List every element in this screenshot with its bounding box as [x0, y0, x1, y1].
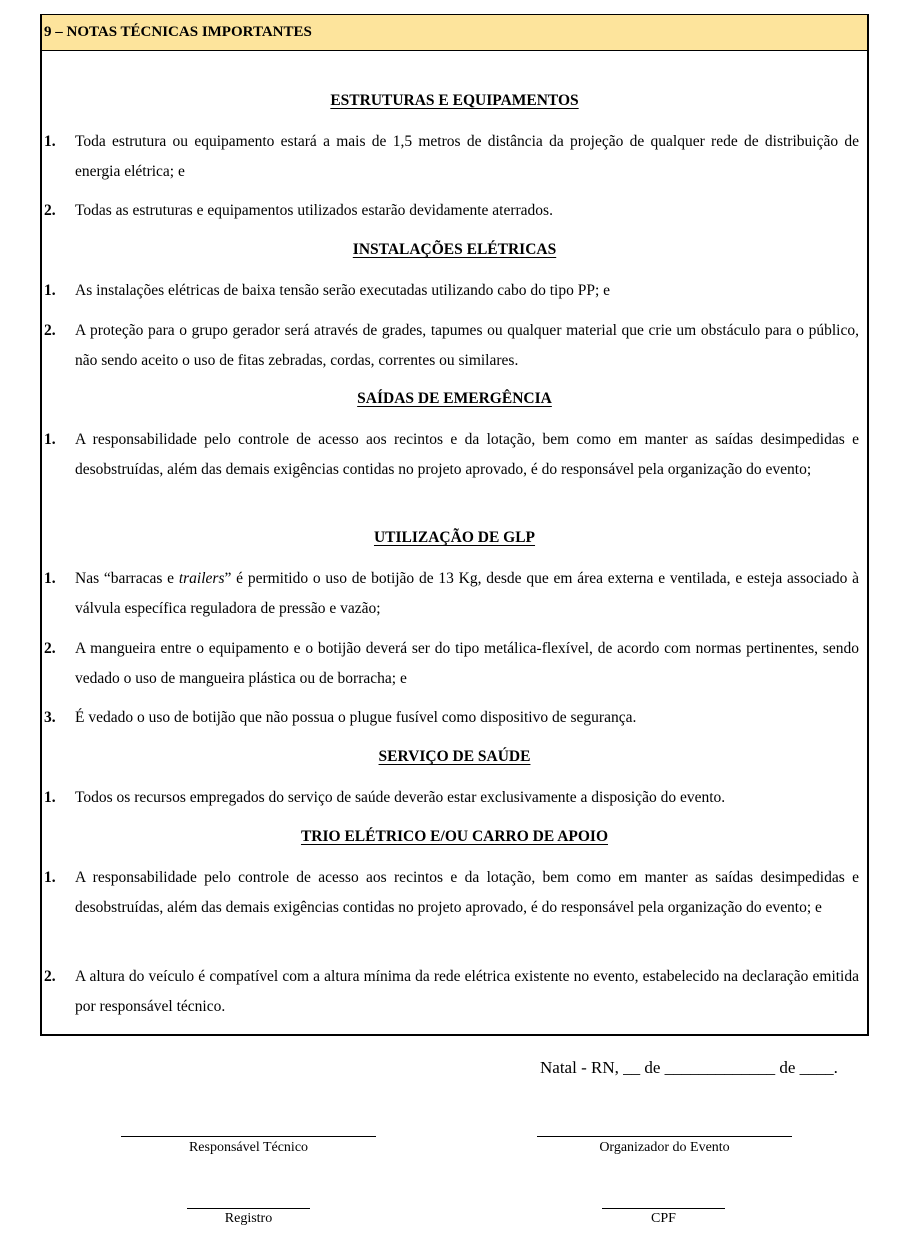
item-number: 2. [44, 202, 56, 219]
section-header [42, 15, 867, 51]
list-item [42, 863, 859, 923]
technical-notes-box [40, 14, 869, 1036]
signature-label-registro: Registro [224, 1211, 273, 1226]
subsection-title-saidas: SAÍDAS DE EMERGÊNCIA [357, 390, 552, 407]
list-item [42, 127, 859, 187]
subsection-title-glp: UTILIZAÇÃO DE GLP [373, 529, 536, 546]
item-number: 2. [44, 968, 56, 985]
item-text: A responsabilidade pelo controle de acesso aos recintos e da lotação, bem como em manter as saídas desimpedidas e desobstruídas, além das demais exigências contidas no projeto aprovado, é do responsável pela organização do evento; [75, 431, 859, 478]
item-text-italic: trailers [178, 570, 225, 587]
list-item [42, 564, 859, 624]
list-item [42, 634, 859, 694]
item-text: Todas as estruturas e equipamentos utilizados estarão devidamente aterrados. [75, 202, 553, 219]
item-text-part: Nas “barracas e [75, 570, 179, 587]
subsection-title-saude: SERVIÇO DE SAÚDE [378, 748, 531, 765]
list-item [42, 962, 859, 1022]
item-text: É vedado o uso de botijão que não possua o plugue fusível como dispositivo de segurança. [75, 709, 637, 726]
item-text: A altura do veículo é compatível com a altura mínima da rede elétrica existente no evento, estabelecido na declaração emitida por responsável técnico. [75, 968, 859, 1015]
item-text-part: ” é permitido o uso de botijão de 13 Kg, desde que em área externa e ventilada, e esteja associado à válvula específica reguladora de pressão e vazão; [75, 570, 859, 617]
subsection-title-estruturas: ESTRUTURAS E EQUIPAMENTOS [330, 92, 579, 109]
list-item [42, 196, 859, 226]
item-number: 1. [44, 869, 56, 886]
signature-line-registro [187, 1208, 310, 1209]
item-text: As instalações elétricas de baixa tensão serão executadas utilizando cabo do tipo PP; e [75, 282, 610, 299]
signature-line-cpf [602, 1208, 725, 1209]
list-item [42, 783, 859, 813]
signature-line-responsavel [121, 1136, 376, 1137]
list-item [42, 276, 859, 306]
list-item [42, 703, 859, 733]
section-header-title: 9 – NOTAS TÉCNICAS IMPORTANTES [44, 24, 312, 40]
signature-label-organizador: Organizador do Evento [599, 1140, 730, 1155]
item-number: 2. [44, 322, 56, 339]
list-item [42, 425, 859, 485]
list-item [42, 316, 859, 376]
item-text: Toda estrutura ou equipamento estará a mais de 1,5 metros de distância da projeção de qualquer rede de distribuição de energia elétrica; e [75, 133, 859, 180]
item-text: Todos os recursos empregados do serviço de saúde deverão estar exclusivamente a disposição do evento. [75, 789, 726, 806]
item-number: 1. [44, 789, 56, 806]
signature-label-cpf: CPF [651, 1211, 676, 1226]
item-number: 1. [44, 431, 56, 448]
item-number: 1. [44, 570, 56, 587]
item-text: A responsabilidade pelo controle de acesso aos recintos e da lotação, bem como em manter as saídas desimpedidas e desobstruídas, além das demais exigências contidas no projeto aprovado, é do responsável pela organização do evento; e [75, 869, 859, 916]
date-line: Natal - RN, __ de _____________ de ____. [540, 1058, 838, 1077]
subsection-title-trio: TRIO ELÉTRICO E/OU CARRO DE APOIO [300, 828, 609, 845]
signature-line-organizador [537, 1136, 792, 1137]
item-text [75, 564, 859, 624]
item-number: 2. [44, 640, 56, 657]
item-text: A proteção para o grupo gerador será através de grades, tapumes ou qualquer material que crie um obstáculo para o público, não sendo aceito o uso de fitas zebradas, cordas, correntes ou similares. [75, 322, 859, 369]
item-number: 3. [44, 709, 56, 726]
item-text: A mangueira entre o equipamento e o botijão deverá ser do tipo metálica-flexível, de acordo com normas pertinentes, sendo vedado o uso de mangueira plástica ou de borracha; e [75, 640, 859, 687]
signature-label-responsavel: Responsável Técnico [188, 1140, 309, 1155]
item-number: 1. [44, 282, 56, 299]
subsection-title-instalacoes: INSTALAÇÕES ELÉTRICAS [352, 241, 557, 258]
item-number: 1. [44, 133, 56, 150]
